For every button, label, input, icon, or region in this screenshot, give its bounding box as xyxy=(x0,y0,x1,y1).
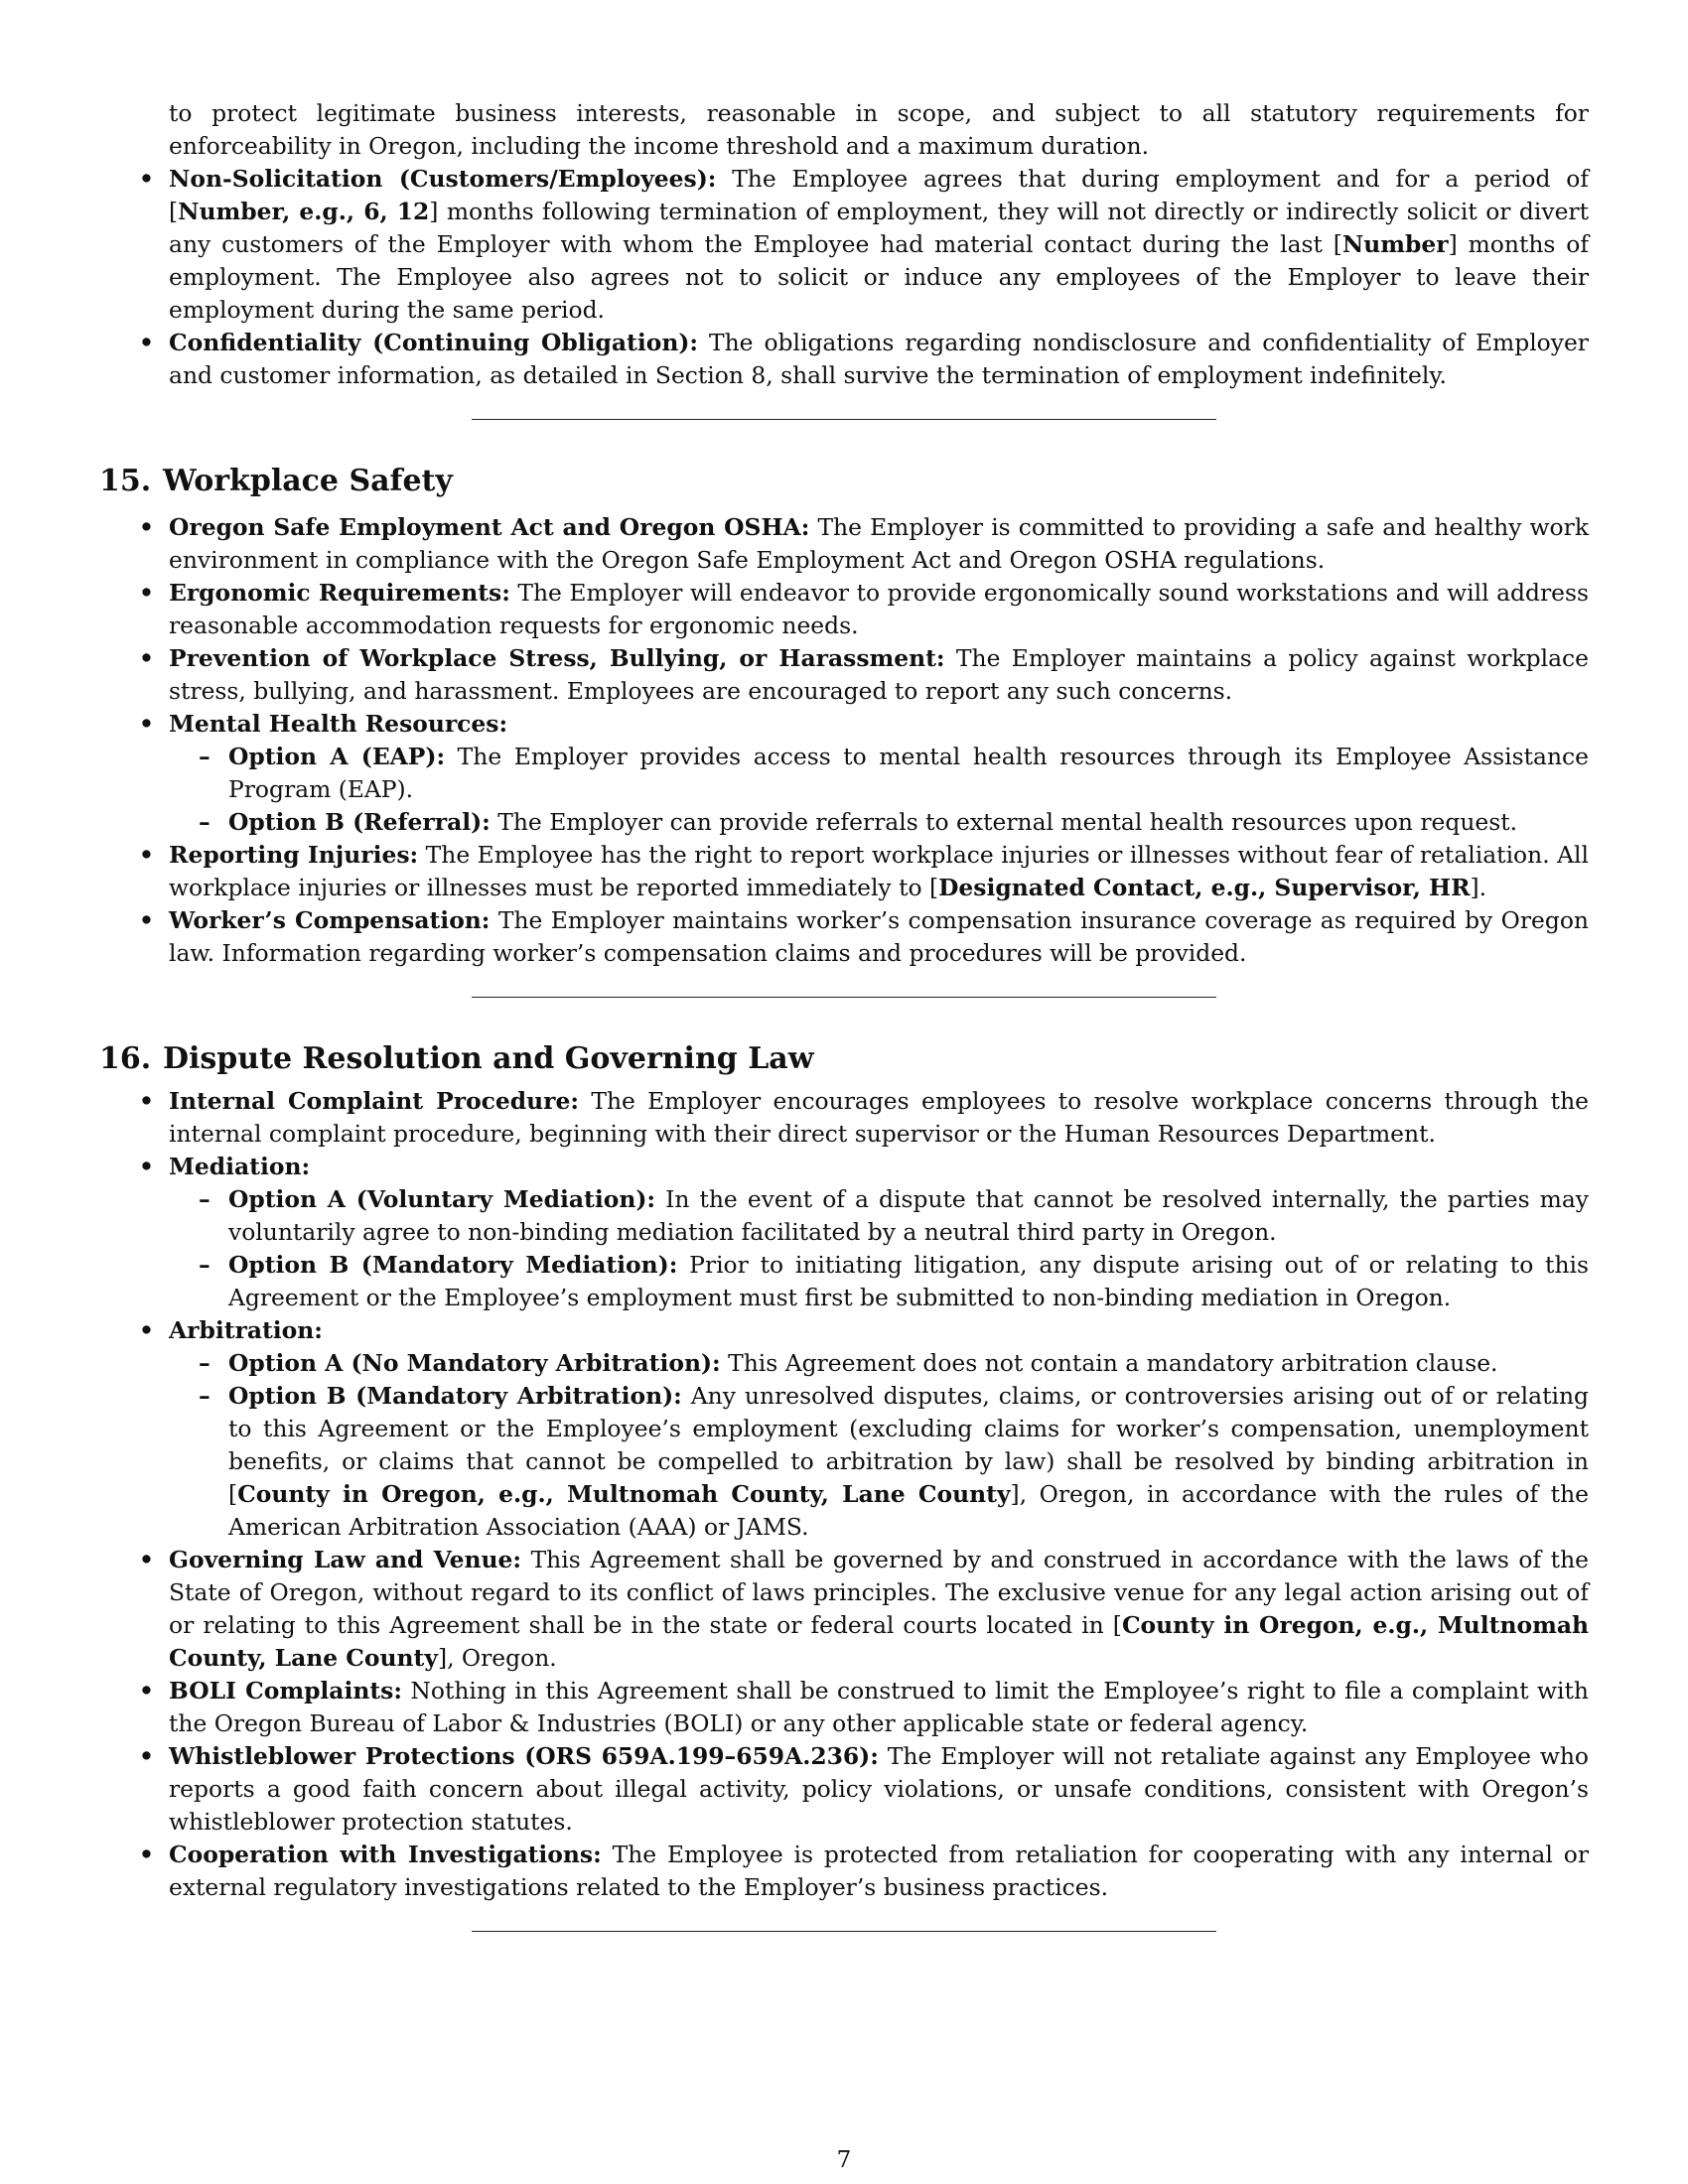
list-item-confidentiality: • Confidentiality (Continuing Obligation): The obligations regarding nondisclosure and confidentiality of Employer and customer information, as detailed in Section 8, shall survive the termination of employment indefinitely. xyxy=(99,327,1589,392)
list-item-internal-complaint: • Internal Complaint Procedure: The Employer encourages employees to resolve workplace concerns through the internal complaint procedure, beginning with their direct supervisor or the Human Resources Department. xyxy=(99,1085,1589,1151)
list-item-mental-health: • Mental Health Resources: – Option A (EAP): The Employer provides access to mental health resources through its Employee Assistance Program (EAP). – Option B (Referral): The Employer can provide referrals to external mental health resources upon request. xyxy=(99,708,1589,839)
option-a-no-arbitration: – Option A (No Mandatory Arbitration): This Agreement does not contain a mandatory arbitration clause. xyxy=(169,1347,1589,1380)
list-item-osha: • Oregon Safe Employment Act and Oregon OSHA: The Employer is committed to providing a safe and healthy work environment in compliance with the Oregon Safe Employment Act and Oregon OSHA regulations. xyxy=(99,511,1589,577)
list-item-cooperation: • Cooperation with Investigations: The Employee is protected from retaliation for cooperating with any internal or external regulatory investigations related to the Employer’s business practices. xyxy=(99,1839,1589,1904)
option-b-referral: – Option B (Referral): The Employer can provide referrals to external mental health resources upon request. xyxy=(169,806,1589,839)
list-item-non-solicitation: • Non-Solicitation (Customers/Employees): The Employee agrees that during employment and for a period of [Number, e.g., 6, 12] months following termination of employment, they will not directly or indirectly solicit or divert any customers of the Employer with whom the Employee had material contact during the last [Number] months of employment. The Employee also agrees not to solicit or induce any employees of the Employer to leave their employment during the same period. xyxy=(99,163,1589,327)
section-heading-15: 15. Workplace Safety xyxy=(99,464,453,498)
list-item-boli: • BOLI Complaints: Nothing in this Agreement shall be construed to limit the Employee’s right to file a complaint with the Oregon Bureau of Labor & Industries (BOLI) or any other applicable state or federal agency. xyxy=(99,1675,1589,1740)
option-b-mandatory-mediation: – Option B (Mandatory Mediation): Prior to initiating litigation, any dispute arising out of or relating to this Agreement or the Employee’s employment must first be submitted to non-binding mediation in Oregon. xyxy=(169,1249,1589,1314)
section-divider xyxy=(472,1931,1216,1932)
intro-list xyxy=(99,163,1589,392)
list-item-ergonomic: • Ergonomic Requirements: The Employer will endeavor to provide ergonomically sound workstations and will address reasonable accommodation requests for ergonomic needs. xyxy=(99,577,1589,642)
option-b-mandatory-arbitration: – Option B (Mandatory Arbitration): Any unresolved disputes, claims, or controversies arising out of or relating to this Agreement or the Employee’s employment (excluding claims for worker’s compensation, unemployment benefits, or claims that cannot be compelled to arbitration by law) shall be resolved by binding arbitration in [County in Oregon, e.g., Multnomah County, Lane County], Oregon, in accordance with the rules of the American Arbitration Association (AAA) or JAMS. xyxy=(169,1380,1589,1544)
option-a-eap: – Option A (EAP): The Employer provides access to mental health resources through its Employee Assistance Program (EAP). xyxy=(169,741,1589,806)
item-label: Non-Solicitation (Customers/Employees): xyxy=(169,165,717,193)
mediation-options xyxy=(169,1183,1589,1314)
page-number: 7 xyxy=(836,2147,852,2173)
list-item-stress: • Prevention of Workplace Stress, Bullying, or Harassment: The Employer maintains a policy against workplace stress, bullying, and harassment. Employees are encouraged to report any such concerns. xyxy=(99,642,1589,708)
section-heading-16: 16. Dispute Resolution and Governing Law xyxy=(99,1041,814,1076)
option-a-voluntary-mediation: – Option A (Voluntary Mediation): In the event of a dispute that cannot be resolved internally, the parties may voluntarily agree to non-binding mediation facilitated by a neutral third party in Oregon. xyxy=(169,1183,1589,1249)
item-label: Confidentiality (Continuing Obligation): xyxy=(169,329,699,356)
list-item-workers-comp: • Worker’s Compensation: The Employer maintains worker’s compensation insurance coverage as required by Oregon law. Information regarding worker’s compensation claims and procedures will be provided. xyxy=(99,904,1589,970)
list-item-governing-law: • Governing Law and Venue: This Agreement shall be governed by and construed in accordance with the laws of the State of Oregon, without regard to its conflict of laws principles. The exclusive venue for any legal action arising out of or relating to this Agreement shall be in the state or federal courts located in [County in Oregon, e.g., Multnomah County, Lane County], Oregon. xyxy=(99,1544,1589,1675)
continued-paragraph: to protect legitimate business interests, reasonable in scope, and subject to all statutory requirements for enforceability in Oregon, including the income threshold and a maximum duration. xyxy=(169,99,1589,160)
list-item-mediation: • Mediation: – Option A (Voluntary Mediation): In the event of a dispute that cannot be resolved internally, the parties may voluntarily agree to non-binding mediation facilitated by a neutral third party in Oregon. – Option B (Mandatory Mediation): Prior to initiating litigation, any dispute arising out of or relating to this Agreement or the Employee’s employment must first be submitted to non-binding mediation in Oregon. xyxy=(99,1151,1589,1314)
mental-health-options xyxy=(169,741,1589,839)
document-page xyxy=(99,97,1589,1932)
list-item-whistleblower: • Whistleblower Protections (ORS 659A.199–659A.236): The Employer will not retaliate against any Employee who reports a good faith concern about illegal activity, policy violations, or unsafe conditions, consistent with Oregon’s whistleblower protection statutes. xyxy=(99,1740,1589,1839)
section-15-list xyxy=(99,511,1589,970)
section-16-list xyxy=(99,1085,1589,1904)
arbitration-options xyxy=(169,1347,1589,1544)
list-item-arbitration: • Arbitration: – Option A (No Mandatory Arbitration): This Agreement does not contain a mandatory arbitration clause. – Option B (Mandatory Arbitration): Any unresolved disputes, claims, or controversies arising out of or relating to this Agreement or the Employee’s employment (excluding claims for worker’s compensation, unemployment benefits, or claims that cannot be compelled to arbitration by law) shall be resolved by binding arbitration in [County in Oregon, e.g., Multnomah County, Lane County], Oregon, in accordance with the rules of the American Arbitration Association (AAA) or JAMS. xyxy=(99,1314,1589,1544)
list-item-reporting-injuries: • Reporting Injuries: The Employee has the right to report workplace injuries or illnesses without fear of retaliation. All workplace injuries or illnesses must be reported immediately to [Designated Contact, e.g., Supervisor, HR]. xyxy=(99,839,1589,904)
